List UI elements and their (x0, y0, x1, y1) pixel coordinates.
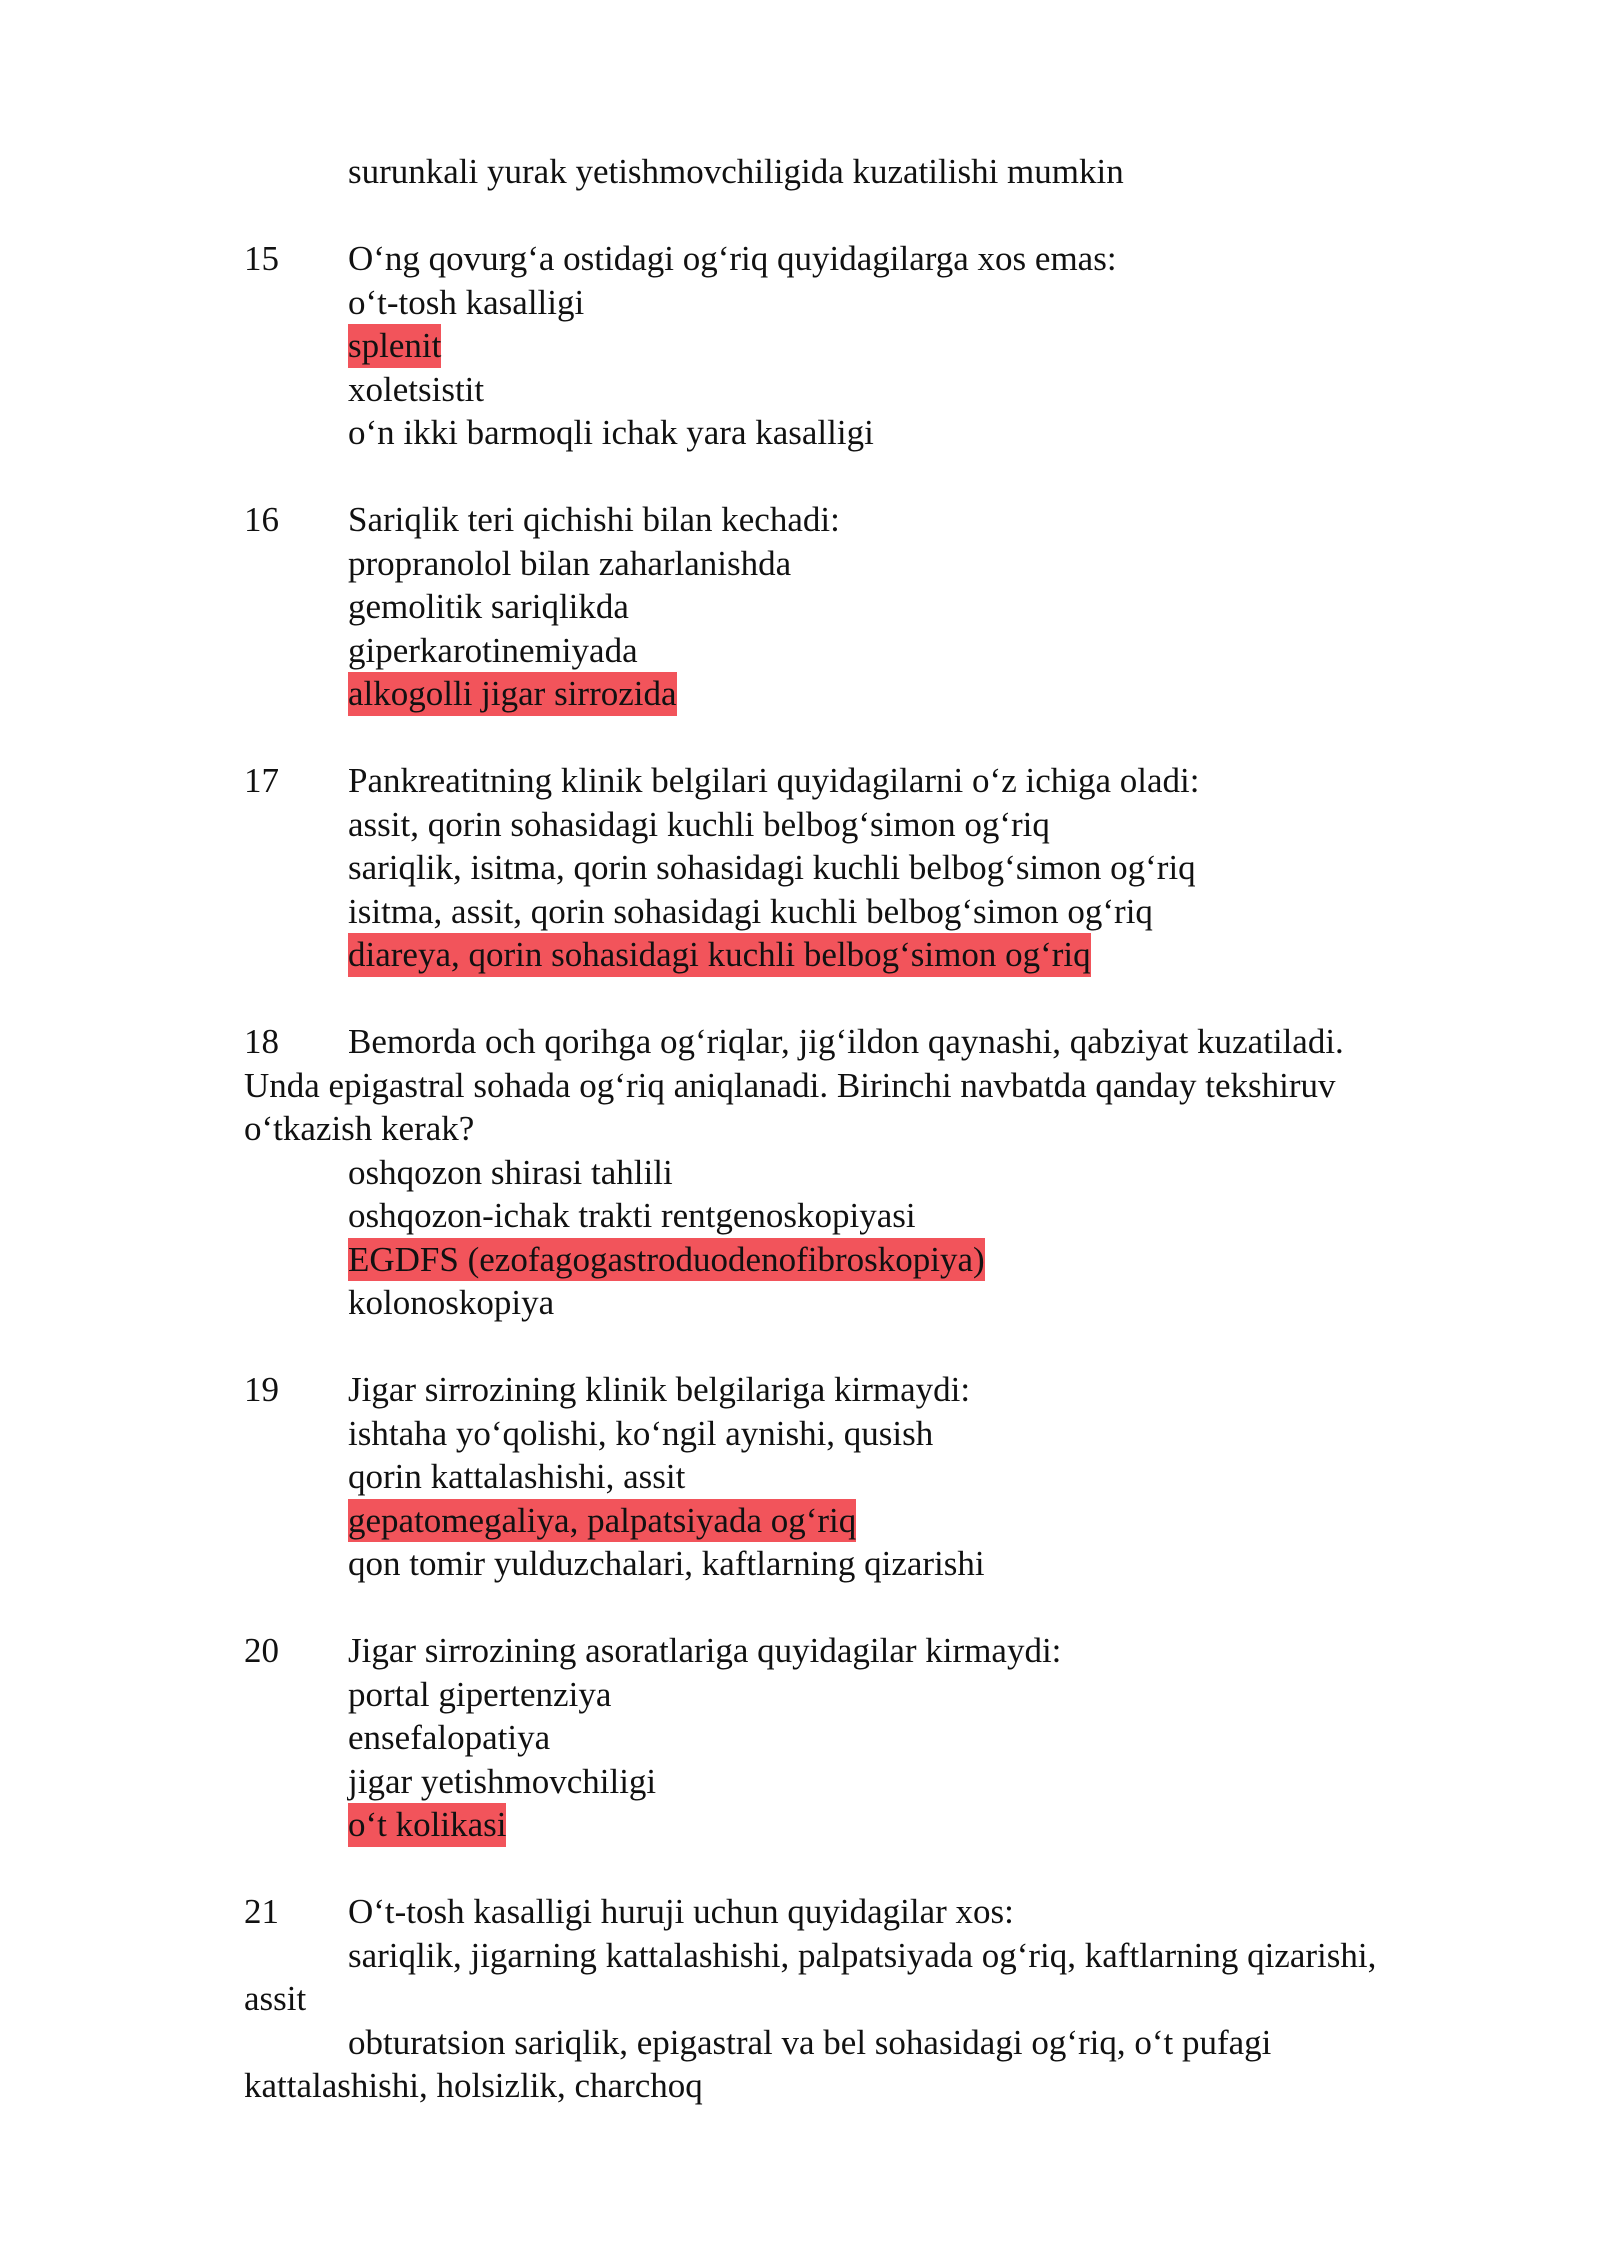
option: obturatsion sariqlik, epigastral va bel sohasidagi og‘riq, o‘t pufagi (348, 2022, 1272, 2062)
option: propranolol bilan zaharlanishda (348, 543, 792, 583)
question-text: Sariqlik teri qichishi bilan kechadi: (348, 500, 840, 539)
option: kolonoskopiya (348, 1283, 555, 1322)
option: qorin kattalashishi, assit (348, 1457, 686, 1496)
option-correct (244, 1803, 1474, 1847)
question-text: Pankreatitning klinik belgilari quyidagilarni o‘z ichiga oladi: (348, 761, 1200, 800)
option: giperkarotinemiyada (348, 630, 638, 670)
quiz-document (244, 150, 1474, 2108)
spacer (244, 1586, 1474, 1630)
option-correct (244, 1499, 1474, 1543)
option: jigar yetishmovchiligi (348, 1761, 657, 1801)
question-number: 20 (244, 1631, 279, 1670)
option: sariqlik, jigarning kattalashishi, palpatsiyada og‘riq, kaftlarning qizarishi, (348, 1935, 1377, 1975)
spacer (244, 194, 1474, 238)
highlighted-answer: splenit (348, 324, 441, 368)
highlighted-answer: diareya, qorin sohasidagi kuchli belbog‘simon og‘riq (348, 933, 1091, 977)
option-continued: kattalashishi, holsizlik, charchoq (244, 2066, 703, 2105)
spacer (244, 977, 1474, 1021)
option-continued: assit (244, 1979, 307, 2018)
option: assit, qorin sohasidagi kuchli belbog‘simon og‘riq (348, 804, 1050, 844)
spacer (244, 1325, 1474, 1369)
option: ensefalopatiya (348, 1718, 551, 1757)
option-correct (244, 933, 1474, 977)
question-18 (244, 1020, 1474, 1064)
option: oshqozon-ichak trakti rentgenoskopiyasi (348, 1196, 916, 1235)
question-text-continued: o‘tkazish kerak? (244, 1109, 475, 1148)
option: ishtaha yo‘qolishi, ko‘ngil aynishi, qusish (348, 1413, 934, 1453)
question-text-continued: Unda epigastral sohada og‘riq aniqlanadi. Birinchi navbatda qanday tekshiruv (244, 1065, 1336, 1105)
highlighted-answer: gepatomegaliya, palpatsiyada og‘riq (348, 1499, 856, 1543)
option: gemolitik sariqlikda (348, 587, 629, 626)
highlighted-answer: alkogolli jigar sirrozida (348, 672, 677, 716)
question-number: 19 (244, 1370, 279, 1409)
option: xoletsistit (348, 369, 485, 409)
question-text: Jigar sirrozining klinik belgilariga kirmaydi: (348, 1370, 971, 1409)
spacer (244, 455, 1474, 499)
option: o‘n ikki barmoqli ichak yara kasalligi (348, 413, 874, 452)
intro-line: surunkali yurak yetishmovchiligida kuzatilishi mumkin (348, 152, 1124, 191)
question-21 (244, 1890, 1474, 1934)
question-17 (244, 759, 1474, 803)
highlighted-answer: o‘t kolikasi (348, 1803, 506, 1847)
option: oshqozon shirasi tahlili (348, 1152, 673, 1192)
option: qon tomir yulduzchalari, kaftlarning qizarishi (348, 1544, 985, 1583)
question-16 (244, 498, 1474, 542)
question-number: 18 (244, 1022, 279, 1061)
question-number: 17 (244, 761, 279, 800)
question-20 (244, 1629, 1474, 1673)
question-number: 15 (244, 239, 279, 278)
option-correct (244, 324, 1474, 368)
question-15 (244, 237, 1474, 281)
option: portal gipertenziya (348, 1674, 612, 1714)
question-number: 16 (244, 500, 279, 539)
option: sariqlik, isitma, qorin sohasidagi kuchli belbog‘simon og‘riq (348, 848, 1196, 887)
question-number: 21 (244, 1892, 279, 1931)
option: isitma, assit, qorin sohasidagi kuchli belbog‘simon og‘riq (348, 891, 1153, 931)
option: o‘t-tosh kasalligi (348, 282, 585, 322)
spacer (244, 1847, 1474, 1891)
spacer (244, 716, 1474, 760)
question-text: O‘t-tosh kasalligi huruji uchun quyidagilar xos: (348, 1892, 1014, 1931)
question-19 (244, 1368, 1474, 1412)
question-text: Jigar sirrozining asoratlariga quyidagilar kirmaydi: (348, 1631, 1062, 1670)
question-text: O‘ng qovurg‘a ostidagi og‘riq quyidagilarga xos emas: (348, 239, 1117, 278)
highlighted-answer: EGDFS (ezofagogastroduodenofibroskopiya) (348, 1238, 985, 1282)
option-correct (244, 672, 1474, 716)
option-correct (244, 1238, 1474, 1282)
question-text: Bemorda och qorihga og‘riqlar, jig‘ildon qaynashi, qabziyat kuzatiladi. (348, 1022, 1344, 1061)
